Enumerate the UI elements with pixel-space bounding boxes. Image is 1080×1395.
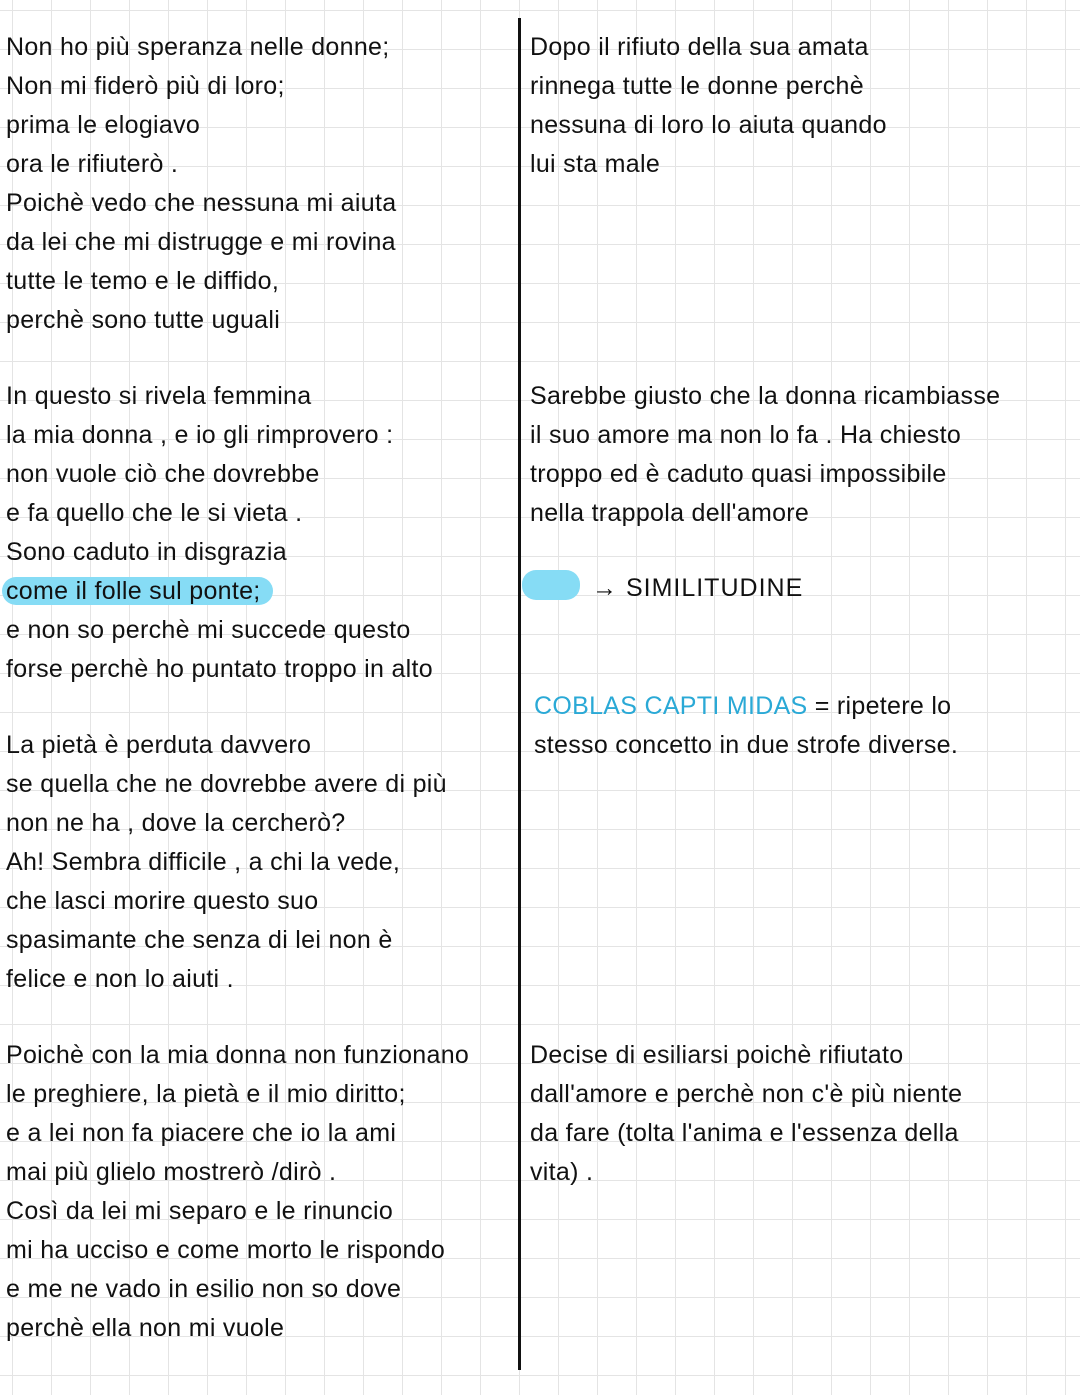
text-line bbox=[6, 533, 433, 572]
text-line-content: vita) . bbox=[530, 1158, 594, 1186]
text-line bbox=[530, 1153, 962, 1192]
column-divider bbox=[518, 18, 521, 1370]
text-line bbox=[6, 455, 433, 494]
text-line bbox=[6, 726, 447, 765]
text-line bbox=[6, 377, 433, 416]
text-line bbox=[530, 67, 887, 106]
text-line-content: forse perchè ho puntato troppo in alto bbox=[6, 655, 433, 683]
text-line-content: spasimante che senza di lei non è bbox=[6, 926, 393, 954]
note-4 bbox=[530, 1036, 962, 1192]
text-line-content: le preghiere, la pietà e il mio diritto; bbox=[6, 1080, 406, 1108]
text-line-content: Sono caduto in disgrazia bbox=[6, 538, 287, 566]
text-line bbox=[530, 1075, 962, 1114]
text-line-content: Non ho più speranza nelle donne; bbox=[6, 33, 390, 61]
text-line bbox=[530, 145, 887, 184]
text-line bbox=[6, 301, 396, 340]
text-line bbox=[6, 223, 396, 262]
coblas-definition-2: stesso concetto in due strofe diverse. bbox=[534, 731, 959, 759]
text-line bbox=[6, 882, 447, 921]
text-line-content: mai più glielo mostrerò /dirò . bbox=[6, 1158, 337, 1186]
text-line-content: perchè sono tutte uguali bbox=[6, 306, 281, 334]
text-line bbox=[6, 804, 447, 843]
text-line-content: mi ha ucciso e come morto le rispondo bbox=[6, 1236, 446, 1264]
text-line-content: da lei che mi distrugge e mi rovina bbox=[6, 228, 396, 256]
text-line-content: e a lei non fa piacere che io la ami bbox=[6, 1119, 397, 1147]
text-line bbox=[6, 262, 396, 301]
text-line-content: lui sta male bbox=[530, 150, 661, 178]
text-line bbox=[6, 843, 447, 882]
text-line bbox=[6, 572, 433, 611]
text-line-content: ora le rifiuterò . bbox=[6, 150, 179, 178]
text-line bbox=[530, 1036, 962, 1075]
text-line bbox=[6, 1153, 469, 1192]
text-line bbox=[530, 455, 1000, 494]
text-line-content: rinnega tutte le donne perchè bbox=[530, 72, 864, 100]
text-line bbox=[6, 1075, 469, 1114]
coblas-term: COBLAS CAPTI MIDAS bbox=[534, 692, 808, 720]
text-line-content: e me ne vado in esilio non so dove bbox=[6, 1275, 402, 1303]
text-line-content: il suo amore ma non lo fa . Ha chiesto bbox=[530, 421, 962, 449]
text-line-content: Non mi fiderò più di loro; bbox=[6, 72, 285, 100]
text-line-content: non ne ha , dove la cercherò? bbox=[6, 809, 346, 837]
text-line bbox=[6, 611, 433, 650]
stanza-3 bbox=[6, 726, 447, 999]
coblas-definition-1: = ripetere lo bbox=[814, 692, 952, 720]
text-line bbox=[6, 106, 396, 145]
text-line-content: perchè ella non mi vuole bbox=[6, 1314, 285, 1342]
text-line-content: nella trappola dell'amore bbox=[530, 499, 810, 527]
text-line-content: e non so perchè mi succede questo bbox=[6, 616, 411, 644]
text-line bbox=[6, 416, 433, 455]
text-line bbox=[6, 1270, 469, 1309]
stanza-1 bbox=[6, 28, 396, 340]
text-line-content: tutte le temo e le diffido, bbox=[6, 267, 280, 295]
text-line-content: Poichè con la mia donna non funzionano bbox=[6, 1041, 470, 1069]
similitudine-label: → SIMILITUDINE bbox=[592, 574, 804, 602]
text-line bbox=[6, 184, 396, 223]
highlight-legend-swatch bbox=[522, 570, 580, 600]
text-line-content: Decise di esiliarsi poichè rifiutato bbox=[530, 1041, 904, 1069]
text-line bbox=[6, 67, 396, 106]
text-line bbox=[530, 377, 1000, 416]
text-line-content: la mia donna , e io gli rimprovero : bbox=[6, 421, 394, 449]
text-line bbox=[6, 494, 433, 533]
text-line bbox=[6, 650, 433, 689]
text-line bbox=[530, 1114, 962, 1153]
text-line bbox=[530, 106, 887, 145]
note-2 bbox=[530, 377, 1000, 533]
text-line-content: Dopo il rifiuto della sua amata bbox=[530, 33, 869, 61]
text-line-content: Sarebbe giusto che la donna ricambiasse bbox=[530, 382, 1001, 410]
note-1 bbox=[530, 28, 887, 184]
text-line-content: felice e non lo aiuti . bbox=[6, 965, 234, 993]
text-line-content: nessuna di loro lo aiuta quando bbox=[530, 111, 887, 139]
text-line-content: prima le elogiavo bbox=[6, 111, 201, 139]
highlighted-simile-text: come il folle sul ponte; bbox=[2, 577, 273, 605]
note-3 bbox=[534, 687, 958, 765]
text-line bbox=[6, 1114, 469, 1153]
text-line bbox=[6, 1231, 469, 1270]
text-line-content: dall'amore e perchè non c'è più niente bbox=[530, 1080, 963, 1108]
text-line-content: Così da lei mi separo e le rinuncio bbox=[6, 1197, 394, 1225]
stanza-4 bbox=[6, 1036, 469, 1348]
text-line-content: non vuole ciò che dovrebbe bbox=[6, 460, 320, 488]
text-line-content: da fare (tolta l'anima e l'essenza della bbox=[530, 1119, 959, 1147]
text-line-content: troppo ed è caduto quasi impossibile bbox=[530, 460, 947, 488]
text-line bbox=[6, 1036, 469, 1075]
text-line-content: se quella che ne dovrebbe avere di più bbox=[6, 770, 447, 798]
text-line bbox=[6, 28, 396, 67]
text-line-content: e fa quello che le si vieta . bbox=[6, 499, 303, 527]
text-line bbox=[530, 494, 1000, 533]
text-line bbox=[6, 1192, 469, 1231]
text-line-content: Ah! Sembra difficile , a chi la vede, bbox=[6, 848, 401, 876]
text-line-content: Poichè vedo che nessuna mi aiuta bbox=[6, 189, 397, 217]
text-line bbox=[6, 765, 447, 804]
text-line bbox=[6, 921, 447, 960]
text-line-content: La pietà è perduta davvero bbox=[6, 731, 312, 759]
text-line bbox=[6, 1309, 469, 1348]
stanza-2 bbox=[6, 377, 433, 689]
text-line-content: che lasci morire questo suo bbox=[6, 887, 319, 915]
text-line bbox=[530, 28, 887, 67]
text-line bbox=[530, 416, 1000, 455]
text-line bbox=[6, 960, 447, 999]
text-line-content: In questo si rivela femmina bbox=[6, 382, 312, 410]
text-line bbox=[6, 145, 396, 184]
